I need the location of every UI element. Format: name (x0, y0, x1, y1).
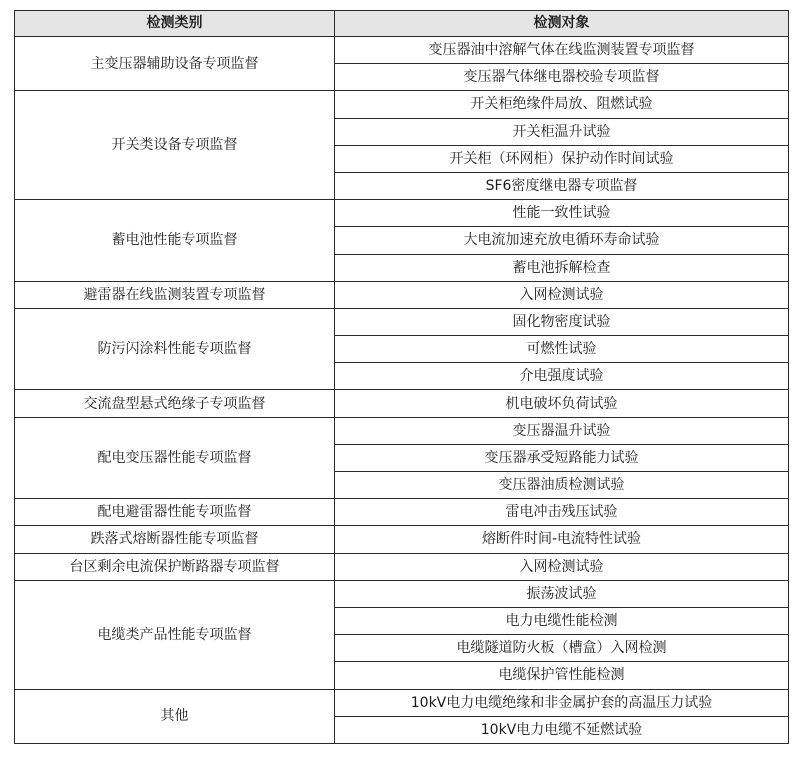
object-cell: 入网检测试验 (335, 553, 789, 580)
category-cell: 其他 (15, 689, 335, 743)
object-cell: 电缆隧道防火板（槽盒）入网检测 (335, 635, 789, 662)
object-cell: 开关柜温升试验 (335, 118, 789, 145)
header-category: 检测类别 (15, 11, 335, 37)
table-row (15, 308, 789, 335)
object-cell: 10kV电力电缆绝缘和非金属护套的高温压力试验 (335, 689, 789, 716)
table-row (15, 526, 789, 553)
table-row (15, 553, 789, 580)
table-row (15, 390, 789, 417)
table-row (15, 689, 789, 716)
object-cell: 大电流加速充放电循环寿命试验 (335, 227, 789, 254)
table-row (15, 580, 789, 607)
object-cell: 变压器温升试验 (335, 417, 789, 444)
object-cell: 机电破坏负荷试验 (335, 390, 789, 417)
object-cell: 电力电缆性能检测 (335, 607, 789, 634)
object-cell: 可燃性试验 (335, 336, 789, 363)
category-cell: 跌落式熔断器性能专项监督 (15, 526, 335, 553)
category-cell: 主变压器辅助设备专项监督 (15, 37, 335, 91)
object-cell: 开关柜绝缘件局放、阻燃试验 (335, 91, 789, 118)
table-row (15, 200, 789, 227)
object-cell: 雷电冲击残压试验 (335, 499, 789, 526)
header-object: 检测对象 (335, 11, 789, 37)
table-header-row (15, 11, 789, 37)
table-body (15, 37, 789, 744)
category-cell: 电缆类产品性能专项监督 (15, 580, 335, 689)
category-cell: 防污闪涂料性能专项监督 (15, 308, 335, 390)
object-cell: 10kV电力电缆不延燃试验 (335, 716, 789, 743)
object-cell: 电缆保护管性能检测 (335, 662, 789, 689)
object-cell: 变压器油中溶解气体在线监测装置专项监督 (335, 37, 789, 64)
table-row (15, 281, 789, 308)
inspection-table (14, 10, 789, 744)
category-cell: 配电避雷器性能专项监督 (15, 499, 335, 526)
category-cell: 避雷器在线监测装置专项监督 (15, 281, 335, 308)
object-cell: 变压器油质检测试验 (335, 472, 789, 499)
object-cell: 性能一致性试验 (335, 200, 789, 227)
object-cell: 变压器气体继电器校验专项监督 (335, 64, 789, 91)
category-cell: 台区剩余电流保护断路器专项监督 (15, 553, 335, 580)
table-row (15, 91, 789, 118)
category-cell: 开关类设备专项监督 (15, 91, 335, 200)
object-cell: 熔断件时间-电流特性试验 (335, 526, 789, 553)
object-cell: 振荡波试验 (335, 580, 789, 607)
category-cell: 配电变压器性能专项监督 (15, 417, 335, 499)
category-cell: 交流盘型悬式绝缘子专项监督 (15, 390, 335, 417)
object-cell: 固化物密度试验 (335, 308, 789, 335)
table-row (15, 37, 789, 64)
table-row (15, 417, 789, 444)
object-cell: 入网检测试验 (335, 281, 789, 308)
object-cell: 介电强度试验 (335, 363, 789, 390)
object-cell: 开关柜（环网柜）保护动作时间试验 (335, 145, 789, 172)
object-cell: 蓄电池拆解检查 (335, 254, 789, 281)
category-cell: 蓄电池性能专项监督 (15, 200, 335, 282)
inspection-table-container (14, 10, 788, 744)
object-cell: 变压器承受短路能力试验 (335, 444, 789, 471)
object-cell: SF6密度继电器专项监督 (335, 172, 789, 199)
table-row (15, 499, 789, 526)
